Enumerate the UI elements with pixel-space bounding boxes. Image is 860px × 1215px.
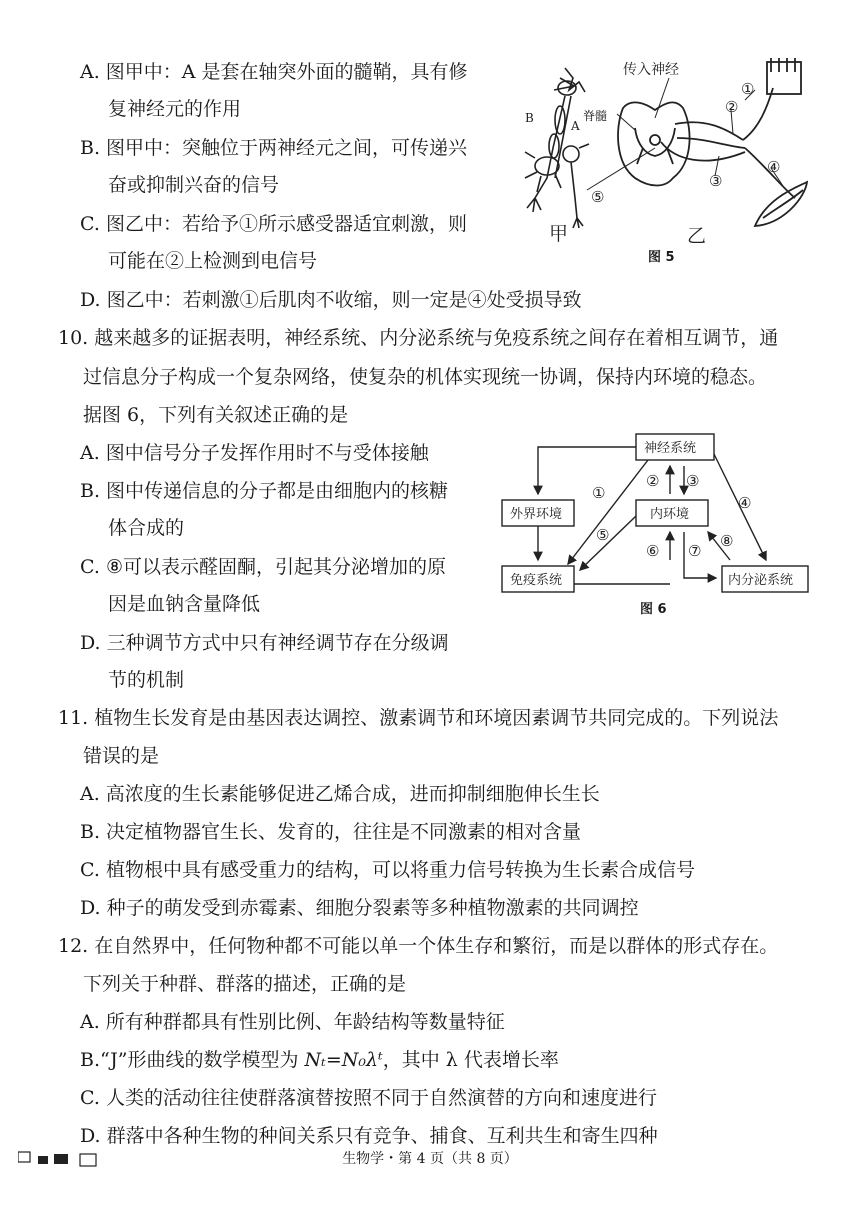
figure-6-caption: 图 6: [640, 602, 667, 617]
q11-option-b: B. 决定植物器官生长、发育的，往往是不同激素的相对含量: [80, 821, 582, 843]
q9-option-c-line2: 可能在②上检测到电信号: [108, 250, 318, 272]
q12-option-b: [80, 1048, 559, 1072]
figure-5-drawing: [505, 48, 815, 258]
node-endocrine-system: 内分泌系统: [728, 573, 794, 588]
q10-option-a: A. 图中信号分子发挥作用时不与受体接触: [80, 442, 429, 464]
figure-5-caption: 图 5: [648, 250, 675, 265]
q9-option-d: D. 图乙中：若刺激①后肌肉不收缩，则一定是④处受损导致: [80, 289, 582, 311]
edge-label-3: ③: [686, 472, 700, 490]
q12-stem-line2: 下列关于种群、群落的描述，正确的是: [83, 973, 407, 995]
figure-5-label-afferent-nerve: 传入神经: [623, 62, 679, 78]
q11-stem-line2: 错误的是: [83, 745, 160, 767]
q9-option-a-line2: 复神经元的作用: [108, 98, 242, 120]
q11-option-d: D. 种子的萌发受到赤霉素、细胞分裂素等多种植物激素的共同调控: [80, 897, 639, 919]
edge-label-2: ②: [646, 472, 660, 490]
figure-5-label-a: A: [571, 119, 580, 133]
q12-option-a: A. 所有种群都具有性别比例、年龄结构等数量特征: [80, 1011, 505, 1033]
q10-option-c-line2: 因是血钠含量降低: [108, 593, 261, 615]
q11-option-a: A. 高浓度的生长素能够促进乙烯合成，进而抑制细胞伸长生长: [80, 783, 600, 805]
q9-option-c-line1: C. 图乙中：若给予①所示感受器适宜刺激，则: [80, 213, 467, 235]
q9-option-b-line2: 奋或抑制兴奋的信号: [108, 174, 280, 196]
q12-option-b-prefix: B.“J”形曲线的数学模型为: [80, 1049, 305, 1071]
q12-option-c: C. 人类的活动往往使群落演替按照不同于自然演替的方向和速度进行: [80, 1087, 657, 1109]
figure-5-marker-1: ①: [741, 80, 755, 98]
q12-option-b-suffix: ，其中 λ 代表增长率: [382, 1049, 559, 1071]
figure-5-label-jia: 甲: [549, 223, 569, 245]
q11-stem-line1: 11. 植物生长发育是由基因表达调控、激素调节和环境因素调节共同完成的。下列说法: [58, 707, 779, 729]
q10-stem-line2: 过信息分子构成一个复杂网络，使复杂的机体实现统一协调，保持内环境的稳态。: [83, 366, 768, 388]
figure-5: [505, 48, 815, 258]
node-external-environment: 外界环境: [510, 507, 563, 522]
q10-option-d-line1: D. 三种调节方式中只有神经调节存在分级调: [80, 632, 449, 654]
page-footer: 生物学・第 4 页（共 8 页）: [342, 1151, 518, 1167]
q12-option-b-formula: Nₜ=N₀λᵗ: [304, 1049, 383, 1071]
figure-5-marker-4: ④: [767, 158, 781, 176]
node-immune-system: 免疫系统: [510, 573, 563, 588]
q10-stem-line1: 10. 越来越多的证据表明，神经系统、内分泌系统与免疫系统之间存在着相互调节，通: [58, 327, 779, 349]
q12-option-d: D. 群落中各种生物的种间关系只有竞争、捕食、互利共生和寄生四种: [80, 1125, 658, 1147]
q10-stem-line3: 据图 6，下列有关叙述正确的是: [83, 404, 349, 426]
node-internal-environment: 内环境: [650, 507, 690, 522]
figure-5-label-yi: 乙: [687, 225, 707, 247]
q11-option-c: C. 植物根中具有感受重力的结构，可以将重力信号转换为生长素合成信号: [80, 859, 695, 881]
q9-option-b-line1: B. 图甲中：突触位于两神经元之间，可传递兴: [80, 137, 468, 159]
node-nervous-system: 神经系统: [644, 441, 697, 456]
q10-option-c-line1: C. ⑧可以表示醛固酮，引起其分泌增加的原: [80, 556, 446, 578]
edge-label-8: ⑧: [720, 532, 734, 550]
figure-5-marker-2: ②: [725, 98, 739, 116]
q10-option-d-line2: 节的机制: [108, 669, 185, 691]
figure-5-label-b: B: [525, 111, 534, 125]
edge-label-1: ①: [592, 484, 606, 502]
q12-stem-line1: 12. 在自然界中，任何物种都不可能以单一个体生存和繁衍，而是以群体的形式存在。: [58, 935, 779, 957]
figure-5-label-spinal-cord: 脊髓: [583, 109, 608, 123]
figure-5-marker-3: ③: [709, 172, 723, 190]
q10-option-b-line2: 体合成的: [108, 517, 185, 539]
edge-label-5: ⑤: [596, 526, 610, 544]
edge-label-4: ④: [738, 494, 752, 512]
q10-option-b-line1: B. 图中传递信息的分子都是由细胞内的核糖: [80, 480, 449, 502]
q9-option-a-line1: A. 图甲中：A 是套在轴突外面的髓鞘，具有修: [80, 61, 468, 83]
figure-5-leader-nerve: [655, 78, 669, 118]
edge-label-7: ⑦: [688, 542, 702, 560]
edge-label-6: ⑥: [646, 542, 660, 560]
figure-5-marker-5: ⑤: [591, 188, 605, 206]
